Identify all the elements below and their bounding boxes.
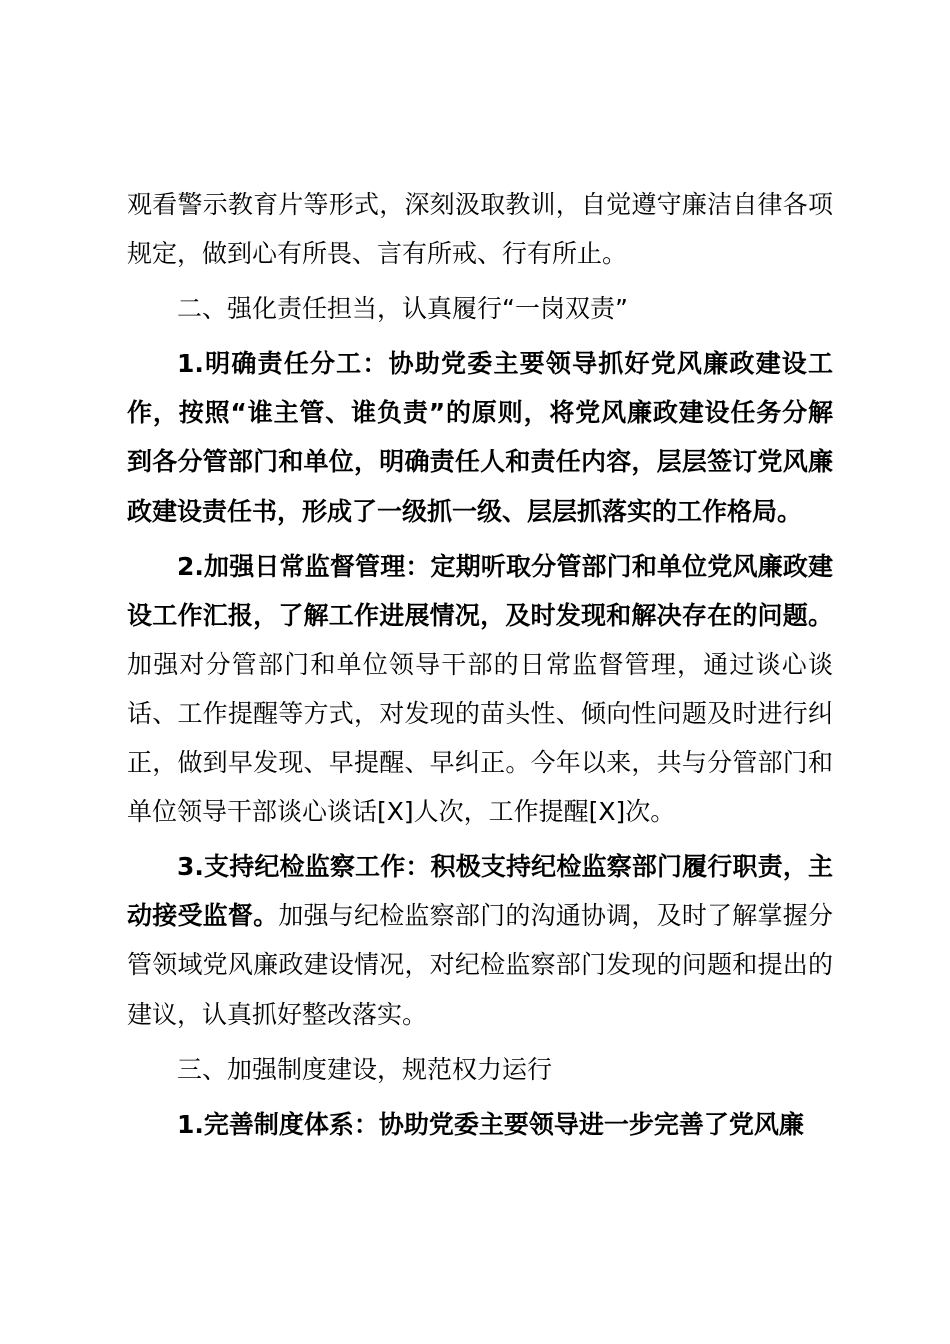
paragraph-lead-bold: 3.支持纪检监察工作：积极支持纪检监察部门履行职责，主动接受监督。 xyxy=(127,852,833,931)
paragraph-discipline-support xyxy=(127,842,833,1038)
paragraph-lead-bold: 2.加强日常监督管理：定期听取分管部门和单位党风廉政建设工作汇报，了解工作进展情况，及时发现和解决存在的问题。 xyxy=(127,551,833,630)
paragraph-system-improvement: 1.完善制度体系：协助党委主要领导进一步完善了党风廉 xyxy=(177,1109,804,1139)
paragraph-daily-supervision xyxy=(127,542,833,837)
paragraph-responsibility-division: 1.明确责任分工：协助党委主要领导抓好党风廉政建设工作，按照“谁主管、谁负责”的原则，将党风廉政建设任务分解到各分管部门和单位，明确责任人和责任内容，层层签订党风廉政建设责任书，形成了一级抓一级、层层抓落实的工作格局。 xyxy=(127,349,833,526)
paragraph-body: 加强与纪检监察部门的沟通协调，及时了解掌握分管领域党风廉政建设情况，对纪检监察部门发现的问题和提出的建议，认真抓好整改落实。 xyxy=(127,901,833,1029)
paragraph-body: 加强对分管部门和单位领导干部的日常监督管理，通过谈心谈话、工作提醒等方式，对发现的苗头性、倾向性问题及时进行纠正，做到早发现、早提醒、早纠正。今年以来，共与分管部门和单位领导干部谈心谈话[X]人次，工作提醒[X]次。 xyxy=(127,649,833,827)
section-heading-2: 二、强化责任担当，认真履行“一岗双责” xyxy=(177,294,628,324)
body-text xyxy=(127,180,833,1149)
paragraph-warning-education: 观看警示教育片等形式，深刻汲取教训，自觉遵守廉洁自律各项规定，做到心有所畏、言有所戒、行有所止。 xyxy=(127,190,833,269)
section-heading-3: 三、加强制度建设，规范权力运行 xyxy=(177,1054,553,1084)
